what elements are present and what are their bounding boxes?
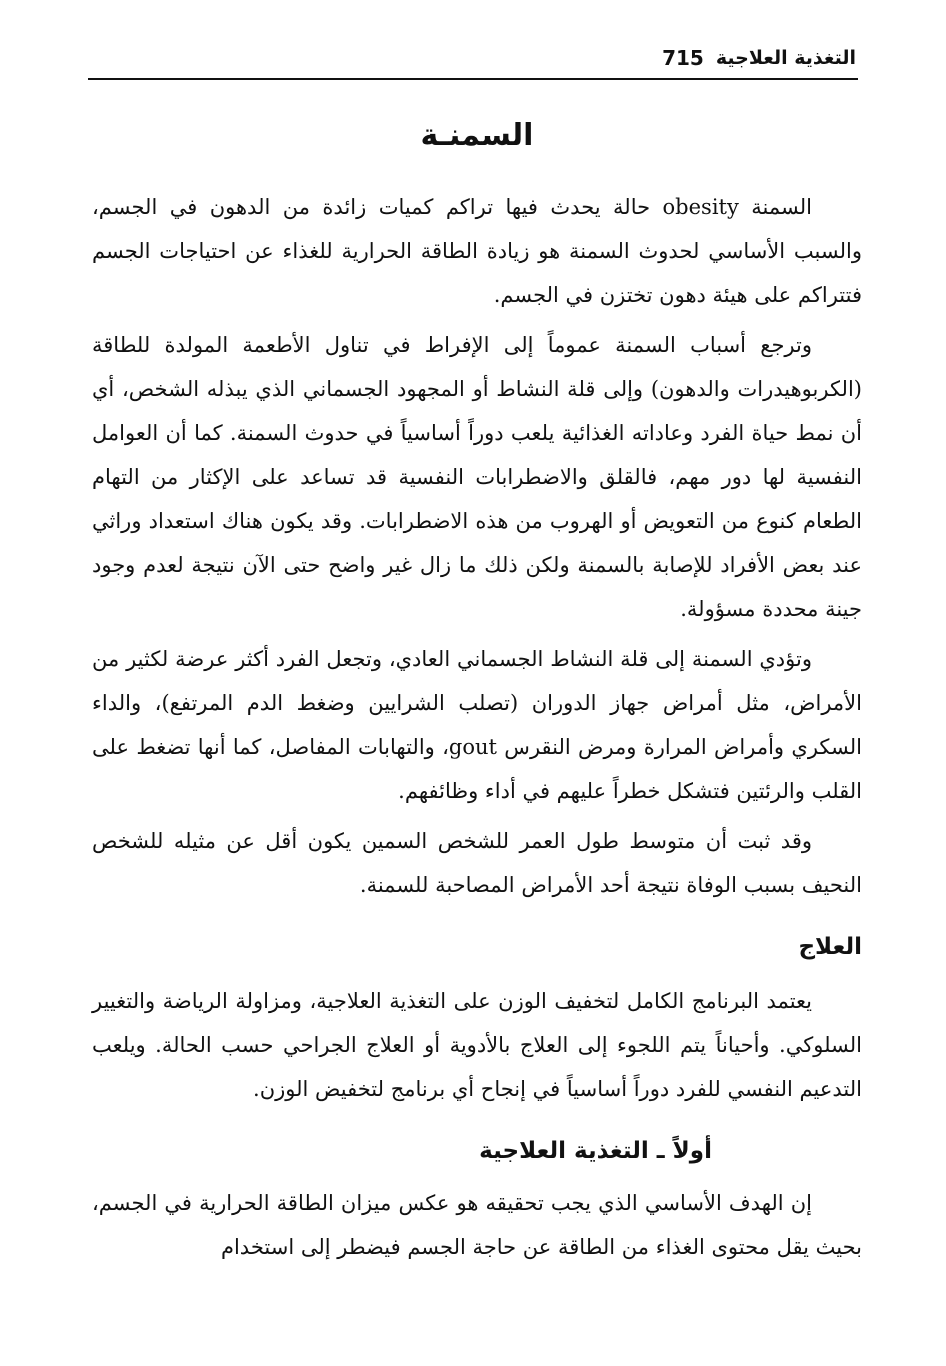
chapter-title: السمنـة bbox=[420, 118, 534, 153]
page-body bbox=[92, 108, 862, 1275]
running-header bbox=[92, 42, 856, 74]
paragraph-causes: وترجع أسباب السمنة عموماً إلى الإفراط في تناول الأطعمة المولدة للطاقة (الكربوهيدرات والدهون) وإلى قلة النشاط أو المجهود الجسماني الذي يبذله الشخص، أي أن نمط حياة الفرد وعاداته الغذائية يلعب دوراً أساسياً في حدوث السمنة. كما أن العوامل النفسية لها دور مهم، فالقلق والاضطرابات النفسية قد تساعد على الإكثار من التهام الطعام كنوع من التعويض أو الهروب من هذه الاضطرابات. وقد يكون هناك استعداد وراثي عند بعض الأفراد للإصابة بالسمنة ولكن ذلك ما زال غير واضح حتى الآن نتيجة لعدم وجود جينة محددة مسؤولة. bbox=[92, 333, 862, 621]
paragraph-life-expectancy: وقد ثبت أن متوسط طول العمر للشخص السمين يكون أقل عن مثيله للشخص النحيف بسبب الوفاة نتيجة أحد الأمراض المصاحبة للسمنة. bbox=[92, 829, 862, 897]
header-divider bbox=[88, 78, 858, 80]
paragraph-definition: السمنة obesity حالة يحدث فيها تراكم كميات زائدة من الدهون في الجسم، والسبب الأساسي لحدوث السمنة هو زيادة الطاقة الحرارية للغذاء عن احتياجات الجسم فتتراكم على هيئة دهون تختزن في الجسم. bbox=[92, 195, 862, 307]
treatment-heading: العلاج bbox=[798, 934, 862, 960]
paragraph-complications: وتؤدي السمنة إلى قلة النشاط الجسماني العادي، وتجعل الفرد أكثر عرضة لكثير من الأمراض، مثل أمراض جهاز الدوران (تصلب الشرايين وضغط الدم المرتفع)، والداء السكري وأمراض المرارة ومرض النقرس gout، والتهابات المفاصل، كما أنها تضغط على القلب والرئتين فتشكل خطراً عليهم في أداء وظائفهم. bbox=[92, 647, 862, 803]
paragraph-treatment: يعتمد البرنامج الكامل لتخفيف الوزن على التغذية العلاجية، ومزاولة الرياضة والتغيير السلوكي. وأحياناً يتم اللجوء إلى العلاج بالأدوية أو العلاج الجراحي حسب الحالة. ويلعب التدعيم النفسي للفرد دوراً أساسياً في إنجاح أي برنامج لتخفيض الوزن. bbox=[92, 988, 862, 1101]
therapeutic-nutrition-heading: أولاً ـ التغذية العلاجية bbox=[479, 1137, 712, 1164]
running-title: التغذية العلاجية bbox=[715, 47, 856, 69]
page-number: 715 bbox=[662, 46, 704, 70]
paragraph-therapeutic-nutrition: إن الهدف الأساسي الذي يجب تحقيقه هو عكس ميزان الطاقة الحرارية في الجسم، بحيث يقل محتوى الغذاء من الطاقة عن حاجة الجسم فيضطر إلى استخدام bbox=[92, 1190, 862, 1259]
